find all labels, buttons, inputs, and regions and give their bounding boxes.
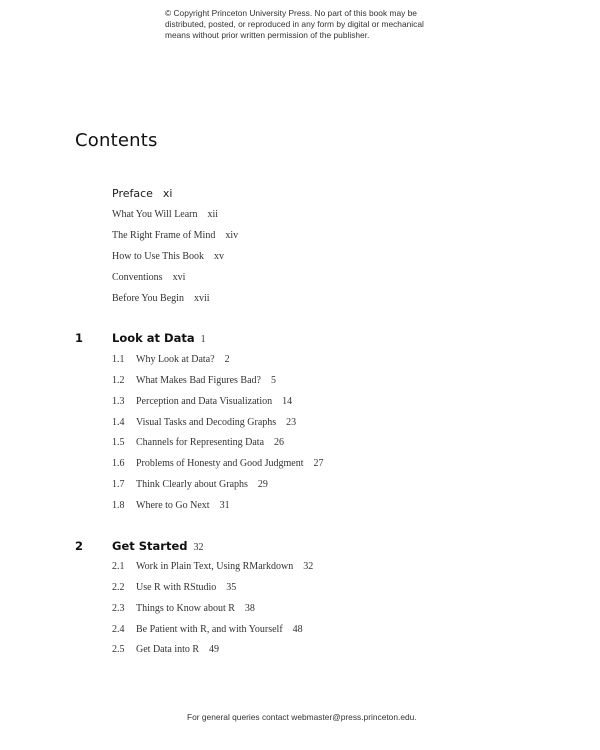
section-page: 31 <box>219 500 230 511</box>
toc-entry-label: Preface <box>112 187 153 200</box>
toc-entry <box>112 251 224 262</box>
chapter-title: Get Started <box>112 539 188 553</box>
section-label: Channels for Representing Data <box>136 437 265 448</box>
chapter-page: 32 <box>193 542 204 553</box>
footer-contact: For general queries contact webmaster@press.princeton.edu. <box>187 712 417 722</box>
toc-section <box>112 396 292 407</box>
section-label: Perception and Data Visualization <box>136 396 273 407</box>
toc-entry-label: Conventions <box>112 272 163 283</box>
section-label: Get Data into R <box>136 644 200 655</box>
section-page: 26 <box>274 437 285 448</box>
section-number: 1.8 <box>112 500 125 511</box>
section-number: 1.4 <box>112 417 125 428</box>
section-page: 2 <box>224 354 230 365</box>
section-number: 1.7 <box>112 479 125 490</box>
section-label: Where to Go Next <box>136 500 210 511</box>
section-page: 14 <box>282 396 293 407</box>
toc-entry <box>112 272 185 283</box>
section-label: Things to Know about R <box>136 603 235 614</box>
toc-entry-page: xi <box>162 187 173 200</box>
toc-section <box>112 561 313 572</box>
section-page: 48 <box>292 624 303 635</box>
page-title: Contents <box>75 130 158 151</box>
toc-section <box>112 500 230 511</box>
section-label: What Makes Bad Figures Bad? <box>136 375 261 386</box>
section-number: 2.3 <box>112 603 125 614</box>
toc-entry-preface <box>112 187 173 200</box>
section-number: 2.4 <box>112 624 125 635</box>
section-label: Why Look at Data? <box>136 354 215 365</box>
toc-entry-page: xiv <box>225 230 239 241</box>
toc-section <box>112 437 284 448</box>
toc-entry-page: xvi <box>172 272 186 283</box>
section-number: 2.2 <box>112 582 125 593</box>
toc-section <box>112 458 324 469</box>
chapter-page: 1 <box>200 334 206 345</box>
chapter-heading <box>112 539 203 553</box>
section-number: 1.6 <box>112 458 125 469</box>
section-page: 49 <box>209 644 220 655</box>
toc-section <box>112 644 219 655</box>
toc-entry-page: xvii <box>193 293 210 304</box>
toc-section <box>112 603 255 614</box>
toc-entry-page: xii <box>207 209 219 220</box>
toc-entry-page: xv <box>214 251 225 262</box>
chapter-number: 1 <box>75 331 84 345</box>
section-label: Be Patient with R, and with Yourself <box>136 624 283 635</box>
toc-section <box>112 375 276 386</box>
section-label: Use R with RStudio <box>136 582 217 593</box>
chapter-heading <box>112 331 206 345</box>
section-page: 23 <box>286 417 297 428</box>
toc-section <box>112 582 236 593</box>
section-page: 5 <box>270 375 276 386</box>
toc-entry <box>112 293 210 304</box>
toc-entry <box>112 209 218 220</box>
section-number: 1.5 <box>112 437 125 448</box>
toc-section <box>112 354 230 365</box>
section-number: 1.3 <box>112 396 125 407</box>
section-label: Problems of Honesty and Good Judgment <box>136 458 304 469</box>
toc-entry-label: What You Will Learn <box>112 209 198 220</box>
toc-entry-label: How to Use This Book <box>112 251 205 262</box>
toc-section <box>112 417 296 428</box>
toc-entry-label: Before You Begin <box>112 293 184 304</box>
section-page: 35 <box>226 582 237 593</box>
toc-section <box>112 624 303 635</box>
toc-entry <box>112 230 238 241</box>
section-label: Think Clearly about Graphs <box>136 479 248 490</box>
section-page: 27 <box>313 458 324 469</box>
section-page: 32 <box>303 561 314 572</box>
section-number: 2.5 <box>112 644 125 655</box>
copyright-notice: © Copyright Princeton University Press. No part of this book may be distributed, posted, or reproduced in any form by digital or mechanical means without prior written permission of the publisher. <box>165 8 424 40</box>
section-number: 2.1 <box>112 561 125 572</box>
toc-entry-label: The Right Frame of Mind <box>112 230 216 241</box>
section-label: Visual Tasks and Decoding Graphs <box>136 417 277 428</box>
section-number: 1.2 <box>112 375 125 386</box>
section-number: 1.1 <box>112 354 125 365</box>
section-label: Work in Plain Text, Using RMarkdown <box>136 561 294 572</box>
section-page: 29 <box>257 479 268 490</box>
section-page: 38 <box>244 603 255 614</box>
chapter-number: 2 <box>75 539 84 553</box>
chapter-title: Look at Data <box>112 331 195 345</box>
toc-section <box>112 479 268 490</box>
